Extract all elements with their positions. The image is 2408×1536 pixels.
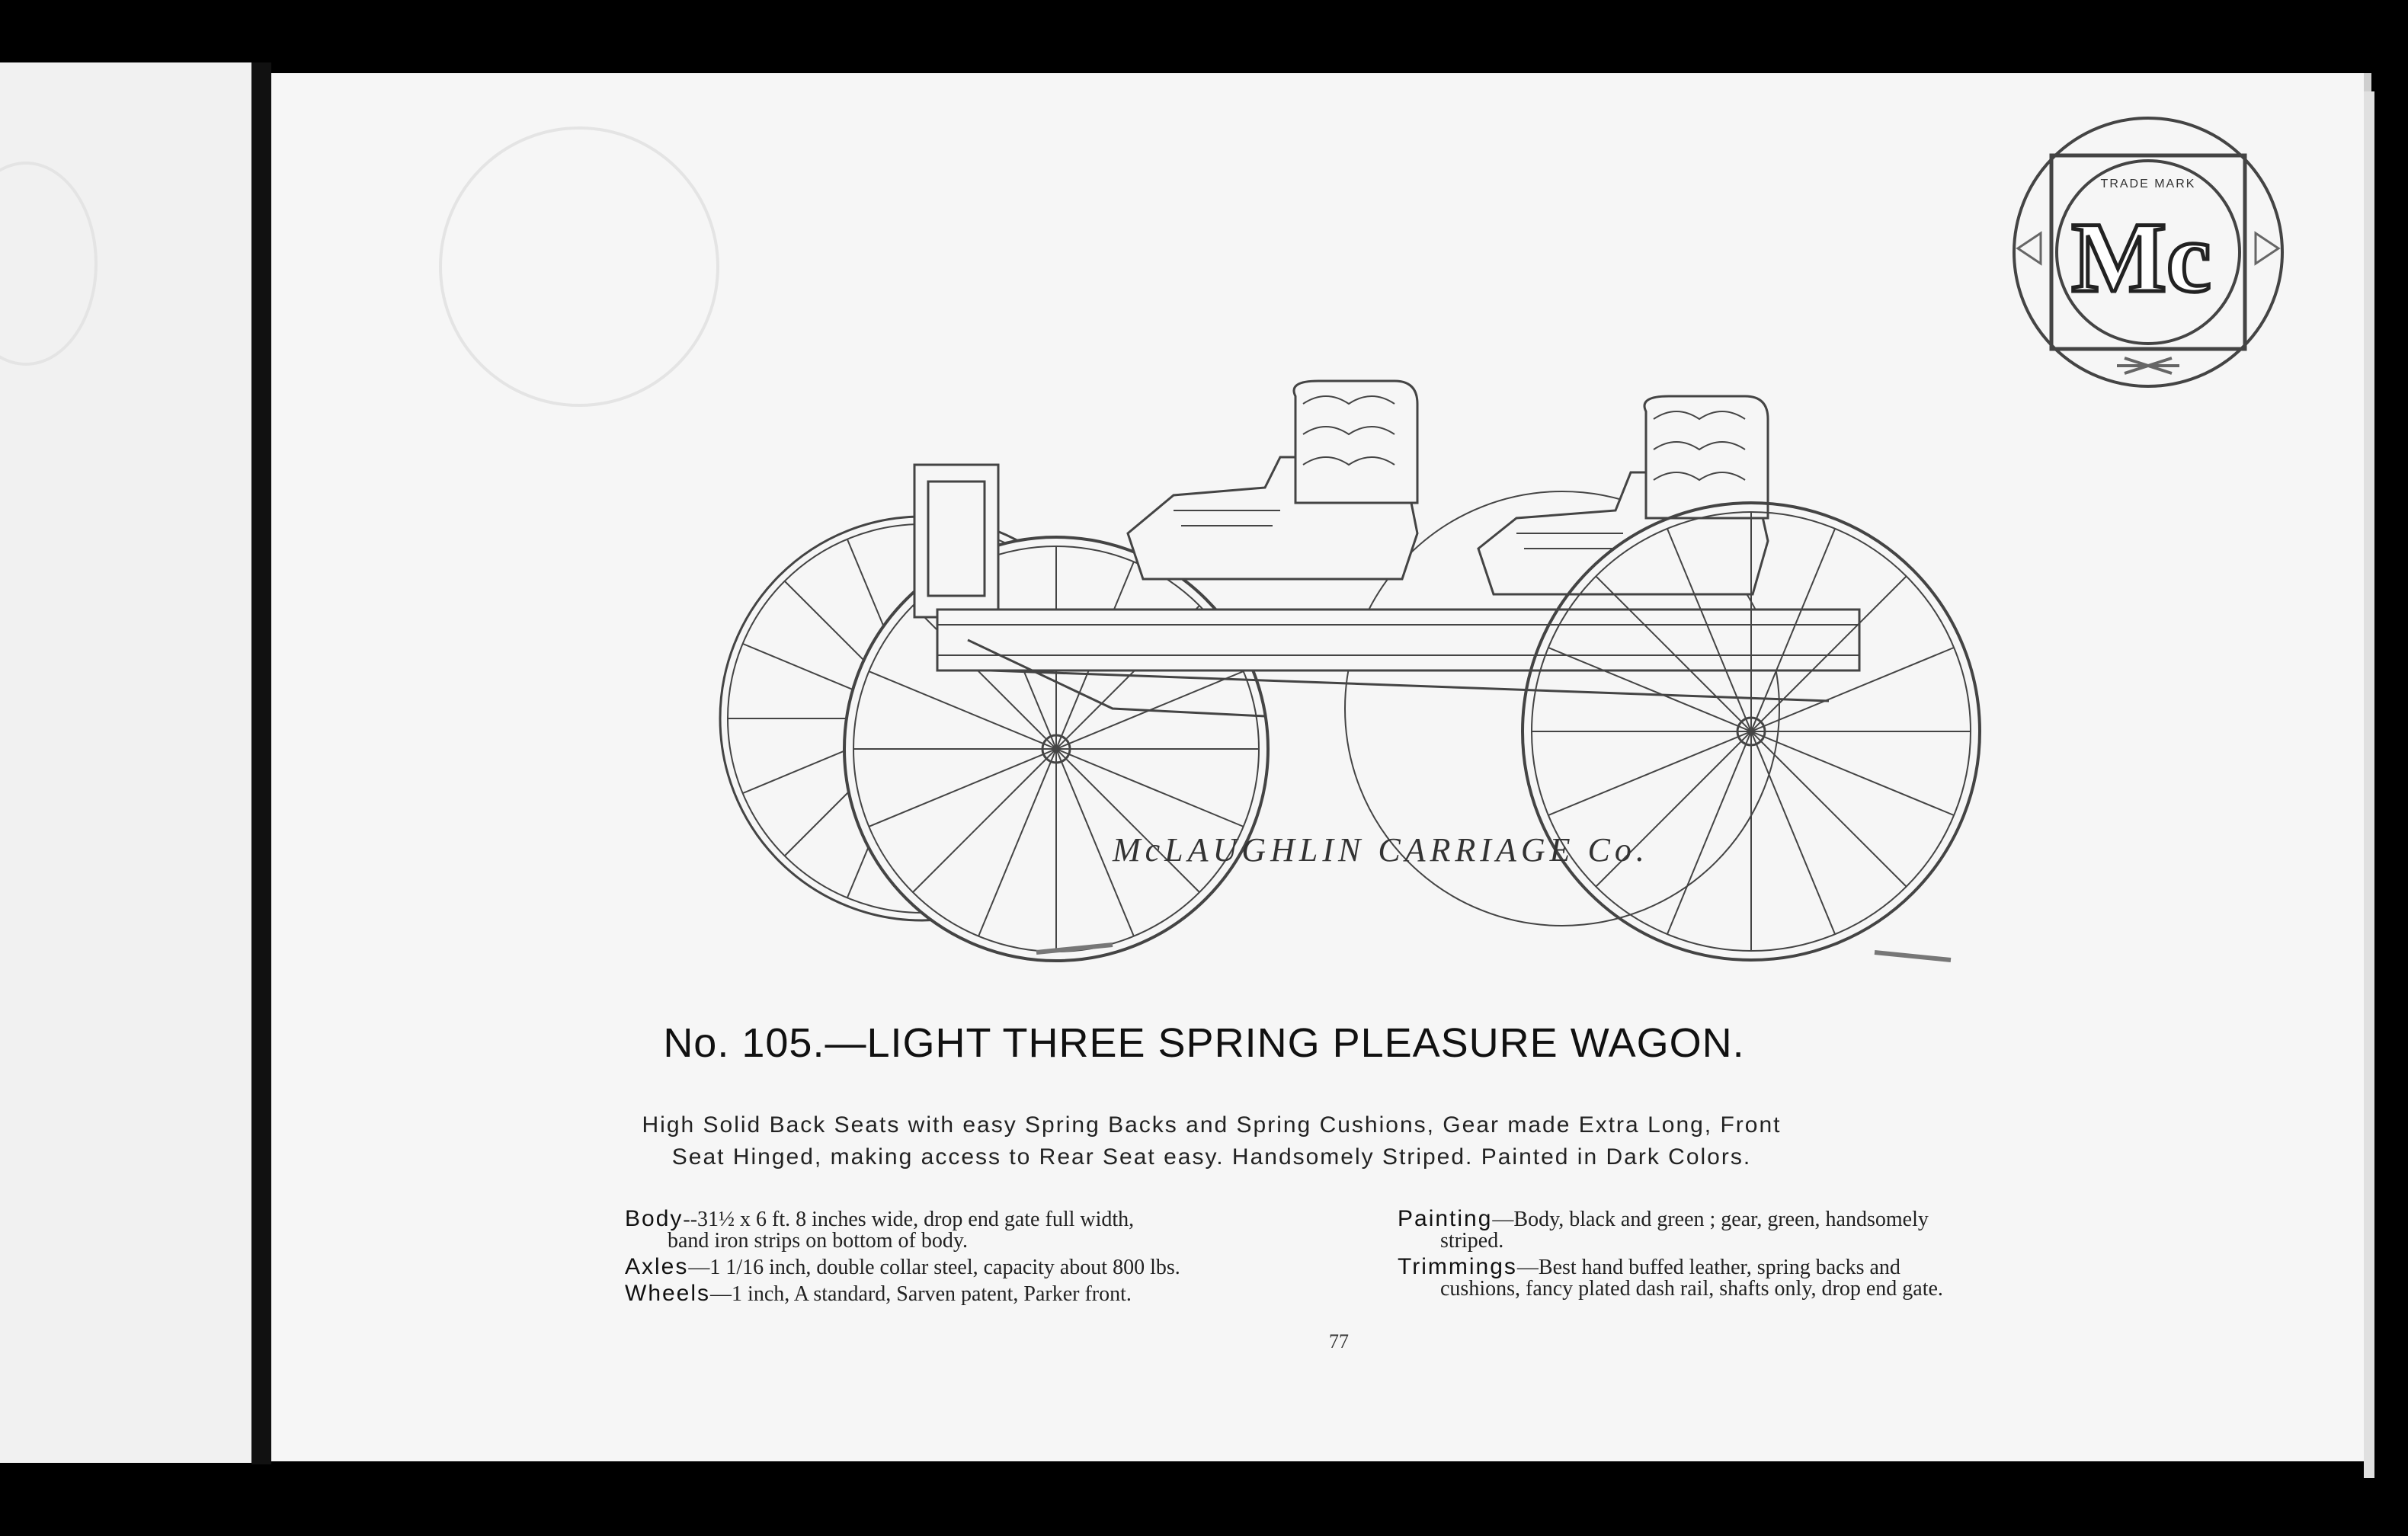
- spec-label: Wheels: [625, 1281, 711, 1306]
- description-line-1: High Solid Back Seats with easy Spring Backs and Spring Cushions, Gear made Extra Long, Front: [642, 1112, 1782, 1138]
- spec-text-cont: band iron strips on bottom of body.: [668, 1229, 969, 1253]
- spec-label: Trimmings: [1398, 1254, 1517, 1279]
- spec-text: —Best hand buffed leather, spring backs and: [1516, 1256, 1900, 1279]
- trademark-logo: [2010, 114, 2286, 390]
- product-description: [533, 1109, 1890, 1173]
- ghost-seal-left: [0, 162, 98, 366]
- spec-text: —1 inch, A standard, Sarven patent, Parker front.: [710, 1282, 1132, 1306]
- logo-monogram: Mc: [2071, 201, 2211, 313]
- spec-label: Body: [625, 1206, 684, 1231]
- spec-text: —1 1/16 inch, double collar steel, capacity about 800 lbs.: [688, 1256, 1180, 1279]
- specs-right-column: [1398, 1208, 2083, 1304]
- spec-text-cont: striped.: [1440, 1229, 1504, 1253]
- specs-left-column: [625, 1208, 1326, 1310]
- pleasure-wagon-illustration: [686, 350, 2027, 990]
- spec-text: --31½ x 6 ft. 8 inches wide, drop end gate full width,: [683, 1208, 1135, 1231]
- left-page: [0, 62, 256, 1463]
- page-edge: [2364, 91, 2374, 1478]
- description-line-2: Seat Hinged, making access to Rear Seat easy. Handsomely Striped. Painted in Dark Colors.: [671, 1144, 1752, 1170]
- spec-body: [625, 1208, 1326, 1252]
- book-gutter: [251, 62, 271, 1464]
- trademark-label: TRADE MARK: [2100, 178, 2196, 190]
- spec-axles: [625, 1256, 1326, 1278]
- spec-trimmings: [1398, 1256, 2083, 1300]
- product-heading: No. 105.—LIGHT THREE SPRING PLEASURE WAGON.: [663, 1020, 1745, 1066]
- spec-label: Painting: [1398, 1206, 1493, 1231]
- page-number: 77: [1329, 1330, 1349, 1352]
- ghost-seal-bleedthrough: [439, 126, 719, 407]
- engraved-maker-name: McLAUGHLIN CARRIAGE Co.: [1113, 831, 1649, 869]
- spec-painting: [1398, 1208, 2083, 1252]
- front-wheel: [844, 537, 1268, 961]
- front-seat: [1128, 381, 1417, 579]
- spec-text: —Body, black and green ; gear, green, handsomely: [1492, 1208, 1929, 1231]
- spec-wheels: [625, 1283, 1326, 1305]
- spec-text-cont: cushions, fancy plated dash rail, shafts only, drop end gate.: [1440, 1277, 1943, 1301]
- spec-label: Axles: [625, 1254, 689, 1279]
